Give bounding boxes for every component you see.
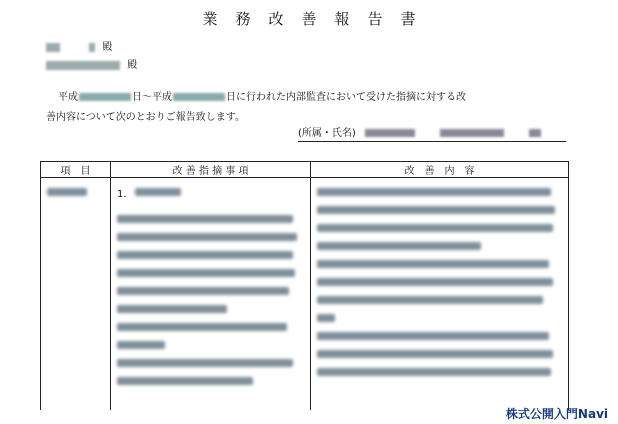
body-line-1: 平成 日～平成 日に行われた内部監査において受けた指摘に対する改 (58, 92, 466, 103)
redacted-text (117, 251, 293, 259)
redacted-text (46, 43, 60, 52)
body-paragraph (46, 88, 566, 128)
redacted-text (317, 224, 553, 232)
header-improvements: 改 善 内 容 (311, 162, 569, 178)
addressee-line-1 (46, 38, 112, 53)
redacted-text (46, 61, 120, 70)
title-char: 善 (301, 10, 317, 28)
redacted-text (117, 215, 293, 223)
header-item: 項 目 (41, 162, 111, 178)
title-char: 報 (334, 10, 350, 28)
signature-label: (所属・氏名) (298, 128, 356, 139)
salutation: 殿 (127, 60, 138, 71)
redacted-text (117, 377, 253, 385)
title-char: 務 (235, 10, 251, 28)
title-char: 告 (367, 10, 383, 28)
redacted-text (117, 323, 287, 331)
finding-heading (111, 178, 310, 205)
title-char: 改 (268, 10, 284, 28)
redacted-text (117, 305, 227, 313)
body-line-2: 善内容について次のとおりご報告致します。 (46, 112, 245, 123)
title-char: 書 (400, 10, 416, 28)
cell-findings (111, 178, 311, 411)
redacted-text (135, 188, 181, 196)
item-number: 1. (117, 189, 127, 200)
redacted-text (317, 296, 543, 304)
cell-improvements (311, 178, 569, 411)
signature-line (298, 124, 566, 142)
redacted-text (117, 341, 165, 349)
redacted-text (117, 287, 289, 295)
redacted-date (173, 93, 225, 101)
redacted-text (317, 350, 553, 358)
redacted-text (47, 188, 87, 196)
redacted-text (317, 260, 549, 268)
redacted-text (440, 129, 504, 137)
redacted-text (117, 269, 295, 277)
cell-item (41, 178, 111, 411)
document-title (0, 8, 618, 29)
redacted-date (79, 93, 131, 101)
header-findings: 改 善 指 摘 事 項 (111, 162, 311, 178)
redacted-text (365, 129, 415, 137)
salutation: 殿 (102, 42, 113, 53)
addressee-line-2 (46, 56, 137, 71)
redacted-text (529, 129, 541, 137)
redacted-text (117, 233, 297, 241)
redacted-text (317, 206, 555, 214)
title-char: 業 (202, 10, 218, 28)
redacted-text (317, 188, 551, 196)
brand-logo: 株式公開入門Navi (505, 407, 608, 421)
redacted-text (317, 368, 551, 376)
redacted-text (317, 242, 481, 250)
improvement-table (40, 161, 569, 410)
redacted-text (117, 359, 293, 367)
redacted-text (89, 43, 95, 52)
redacted-text (317, 278, 553, 286)
redacted-text (317, 332, 549, 340)
redacted-text (317, 314, 335, 322)
